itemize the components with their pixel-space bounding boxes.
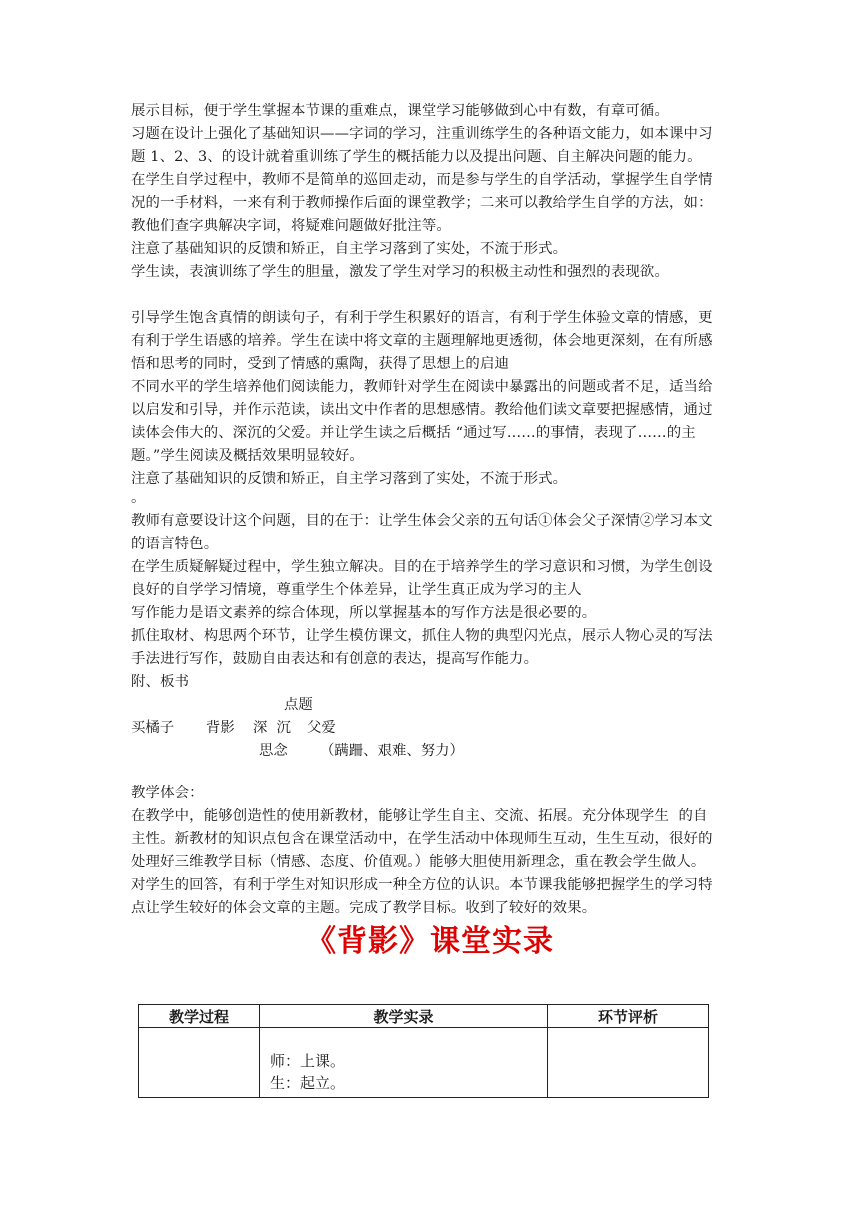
text-line: 注意了基础知识的反馈和矫正，自主学习落到了实处，不流于形式。 — [131, 241, 568, 257]
text-line: 教他们查字典解决字词，将疑难问题做好批注等。 — [131, 218, 451, 234]
board-mid-label: 父爱 — [307, 720, 336, 736]
text-line: 教师有意要设计这个问题，目的在于：让学生体会父亲的五句话①体会父子深情②学习本文 — [131, 513, 713, 529]
text-line: 对学生的回答，有利于学生对知识形成一种全方位的认识。本节课我能够把握学生的学习特 — [131, 877, 713, 893]
text-line: 主性。新教材的知识点包含在课堂活动中，在学生活动中体现师生互动，生生互动，很好的 — [131, 831, 713, 847]
table-cell-record — [260, 1028, 548, 1098]
board-mid-label: 背影 — [206, 720, 235, 736]
text-line: 。 — [131, 490, 146, 506]
text-line: 处理好三维教学目标（情感、态度、价值观。）能够大胆使用新理念，重在教会学生做人。 — [131, 854, 706, 870]
table-header-row — [139, 1005, 709, 1028]
table-row — [139, 1028, 709, 1098]
record-line: 师：上课。 — [270, 1052, 346, 1070]
text-line: 注意了基础知识的反馈和矫正，自主学习落到了实处，不流于形式。 — [131, 471, 568, 487]
record-line: 生：起立。 — [270, 1074, 346, 1092]
column-header: 教学实录 — [260, 1005, 548, 1028]
text-line: 有利于学生语感的培养。学生在读中将文章的主题理解地更透彻，体会地更深刻，在有所感 — [131, 333, 713, 349]
board-bottom-note: （蹒跚、艰难、努力） — [320, 743, 464, 759]
text-line: 题。”学生阅读及概括效果明显较好。 — [131, 448, 364, 464]
text-line: 点让学生较好的体会文章的主题。完成了教学目标。收到了较好的效果。 — [131, 900, 597, 916]
text-line: 引导学生饱含真情的朗读句子，有利于学生积累好的语言，有利于学生体验文章的情感，更 — [131, 310, 713, 326]
table-cell-comment — [548, 1028, 709, 1098]
table-cell-process — [139, 1028, 260, 1098]
text-line: 良好的自学学习情境，尊重学生个体差异，让学生真正成为学习的主人 — [131, 582, 582, 598]
text-line: 的语言特色。 — [131, 536, 219, 552]
text-line: 在学生自学过程中，教师不是简单的巡回走动，而是参与学生的自学活动，掌握学生自学情 — [131, 172, 713, 188]
text-line: 以启发和引导，并作示范读，读出文中作者的思想感情。教给他们读文章要把握感情，通过 — [131, 402, 713, 418]
record-table — [138, 1004, 709, 1098]
board-top-label: 点题 — [284, 697, 313, 713]
text-line: 手法进行写作，鼓励自由表达和有创意的表达，提高写作能力。 — [131, 651, 539, 667]
text-line: 习题在设计上强化了基础知识——字词的学习，注重训练学生的各种语文能力，如本课中习 — [131, 126, 713, 142]
text-line: 抓住取材、构思两个环节，让学生模仿课文，抓住人物的典型闪光点，展示人物心灵的写法 — [131, 628, 713, 644]
text-line: 读体会伟大的、深沉的父爱。并让学生读之后概括 “通过写……的事情，表现了……的主 — [131, 425, 696, 441]
text-line: 况的一手材料，一来有利于教师操作后面的课堂教学；二来可以教给学生自学的方法，如： — [131, 195, 713, 211]
text-line: 在学生质疑解疑过程中，学生独立解决。目的在于培养学生的学习意识和习惯，为学生创设 — [131, 559, 713, 575]
column-header: 环节评析 — [548, 1005, 709, 1028]
text-line: 悟和思考的同时，受到了情感的熏陶，获得了思想上的启迪 — [131, 356, 510, 372]
board-mid-label: 深 沉 — [253, 720, 291, 736]
text-line: 不同水平的学生培养他们阅读能力，教师针对学生在阅读中暴露出的问题或者不足，适当给 — [131, 379, 713, 395]
text-line: 在教学中，能够创造性的使用新教材，能够让学生自主、交流、拓展。充分体现学生 的自 — [131, 808, 708, 824]
record-title: 《背影》课堂实录 — [306, 924, 554, 959]
text-line: 附、板书 — [131, 674, 190, 690]
text-line: 题 1、2、3、的设计就着重训练了学生的概括能力以及提出问题、自主解决问题的能力。 — [131, 149, 702, 165]
text-line: 展示目标，便于学生掌握本节课的重难点，课堂学习能够做到心中有数，有章可循。 — [131, 103, 670, 119]
board-left-label: 买橘子 — [131, 720, 175, 736]
text-line: 学生读，表演训练了学生的胆量，激发了学生对学习的积极主动性和强烈的表现欲。 — [131, 264, 670, 280]
board-bottom-label: 思念 — [259, 743, 288, 759]
column-header: 教学过程 — [139, 1005, 260, 1028]
section-heading: 教学体会： — [131, 785, 204, 801]
text-line: 写作能力是语文素养的综合体现，所以掌握基本的写作方法是很必要的。 — [131, 605, 597, 621]
